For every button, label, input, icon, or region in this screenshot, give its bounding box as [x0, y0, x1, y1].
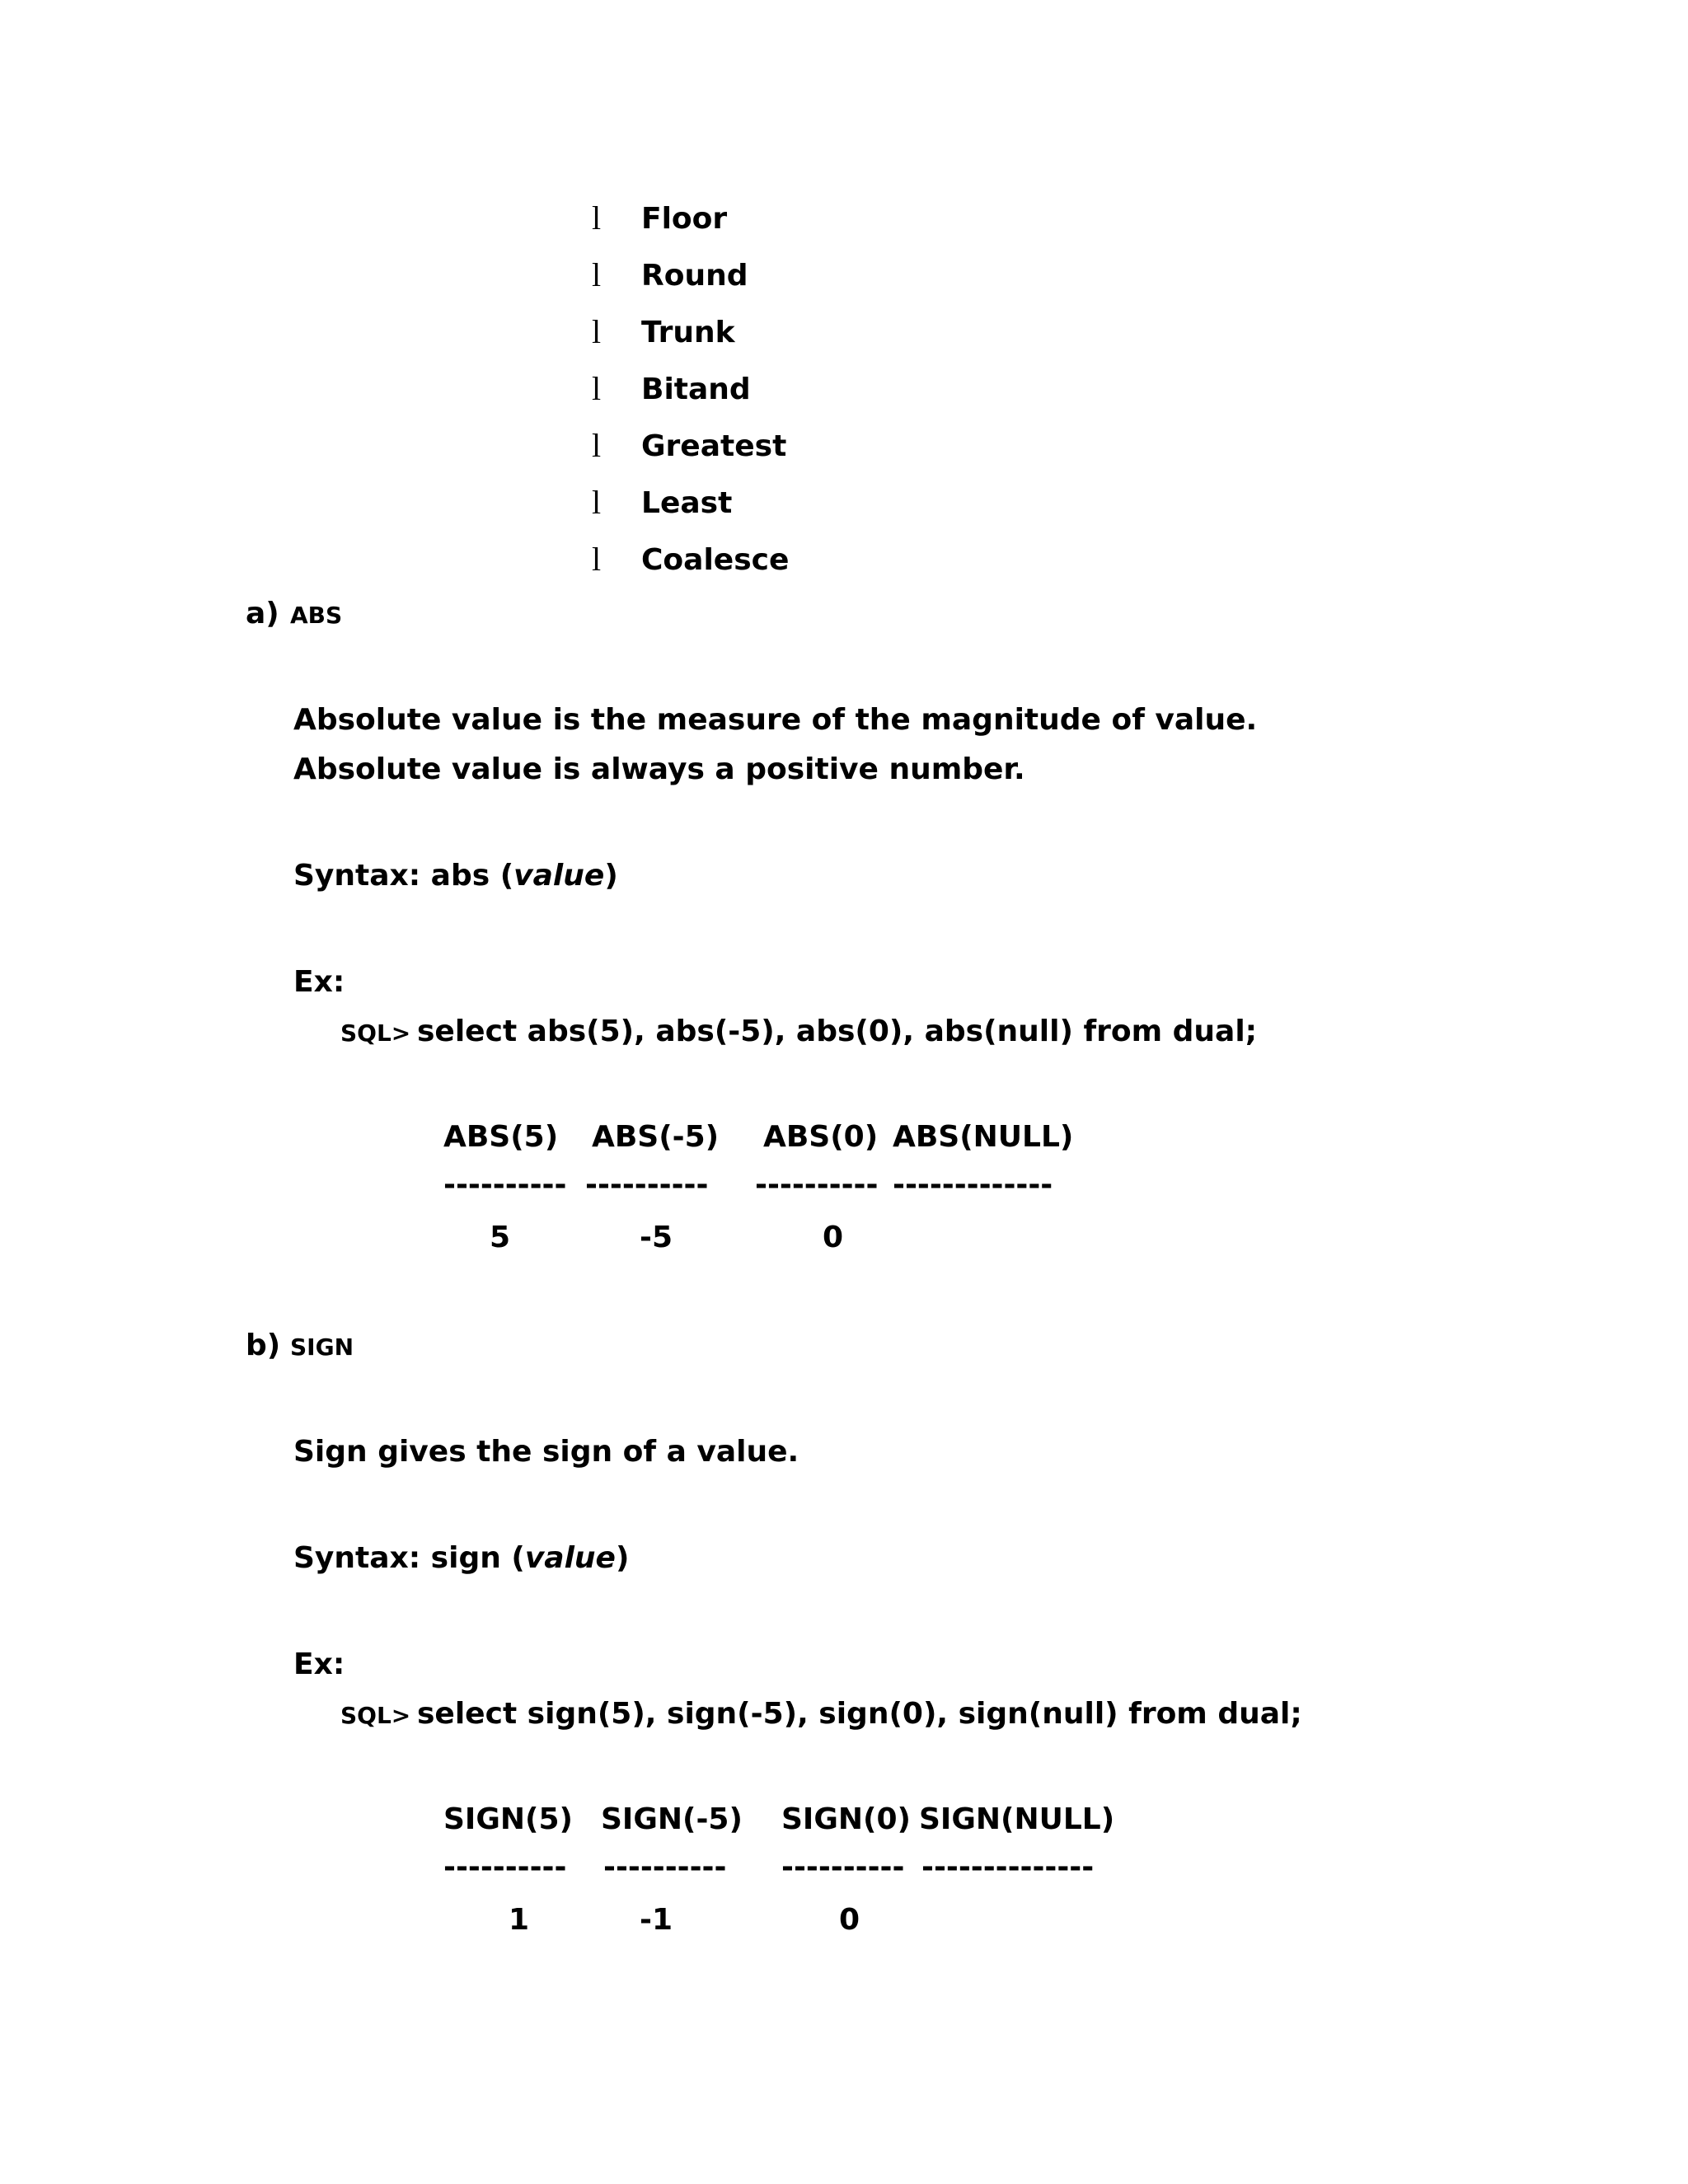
section-marker: a) [246, 597, 279, 630]
result-value: 0 [823, 1221, 844, 1254]
result-separator: ---------- [603, 1850, 727, 1884]
result-separator: ---------- [585, 1168, 709, 1202]
result-header: ABS(5) [443, 1120, 559, 1154]
result-value: -5 [640, 1221, 673, 1254]
list-bullet: l [592, 541, 602, 578]
list-item-least: Least [641, 486, 733, 520]
syntax-prefix: Syntax: sign ( [293, 1541, 525, 1575]
section-title: SIGN [290, 1333, 354, 1361]
list-bullet: l [592, 199, 602, 237]
syntax-prefix: Syntax: abs ( [293, 859, 514, 893]
result-value: 5 [490, 1221, 511, 1254]
list-bullet: l [592, 370, 602, 407]
example-label: Ex: [293, 1647, 345, 1681]
result-separator: ---------- [781, 1850, 905, 1884]
syntax-argument: value [513, 859, 605, 893]
result-header: SIGN(NULL) [919, 1802, 1115, 1836]
sql-prompt: SQL> [340, 1702, 411, 1729]
list-item-floor: Floor [641, 202, 728, 236]
result-value: -1 [640, 1903, 673, 1937]
syntax-line [293, 1541, 630, 1575]
sql-query: select sign(5), sign(-5), sign(0), sign(null) from dual; [417, 1697, 1302, 1731]
syntax-suffix: ) [615, 1541, 630, 1575]
result-header: SIGN(0) [781, 1802, 911, 1836]
section-marker: b) [246, 1329, 281, 1362]
list-item-round: Round [641, 259, 748, 293]
sql-query: select abs(5), abs(-5), abs(0), abs(null) from dual; [417, 1015, 1258, 1048]
list-item-trunk: Trunk [641, 316, 735, 349]
result-header: ABS(-5) [592, 1120, 720, 1154]
result-separator: ---------- [755, 1168, 879, 1202]
result-separator: ---------- [443, 1850, 567, 1884]
example-label: Ex: [293, 965, 345, 999]
list-item-bitand: Bitand [641, 373, 751, 406]
list-bullet: l [592, 427, 602, 464]
list-bullet: l [592, 484, 602, 521]
result-separator: ------------- [893, 1168, 1053, 1202]
result-header: SIGN(-5) [601, 1802, 743, 1836]
syntax-line [293, 861, 618, 891]
section-title: ABS [290, 602, 343, 629]
result-value: 0 [839, 1903, 860, 1937]
result-separator: ---------- [443, 1168, 567, 1202]
description-line: Sign gives the sign of a value. [293, 1435, 799, 1469]
list-item-greatest: Greatest [641, 429, 787, 463]
sql-prompt: SQL> [340, 1019, 411, 1047]
list-bullet: l [592, 256, 602, 293]
list-bullet: l [592, 313, 602, 350]
description-line: Absolute value is the measure of the magnitude of value. [293, 703, 1258, 737]
result-header: SIGN(5) [443, 1802, 573, 1836]
result-header: ABS(NULL) [893, 1120, 1074, 1154]
result-value: 1 [509, 1903, 530, 1937]
syntax-suffix: ) [604, 859, 618, 893]
result-separator: -------------- [921, 1850, 1095, 1884]
result-header: ABS(0) [763, 1120, 879, 1154]
syntax-argument: value [524, 1541, 616, 1575]
list-item-coalesce: Coalesce [641, 543, 790, 577]
description-line: Absolute value is always a positive number. [293, 752, 1025, 786]
